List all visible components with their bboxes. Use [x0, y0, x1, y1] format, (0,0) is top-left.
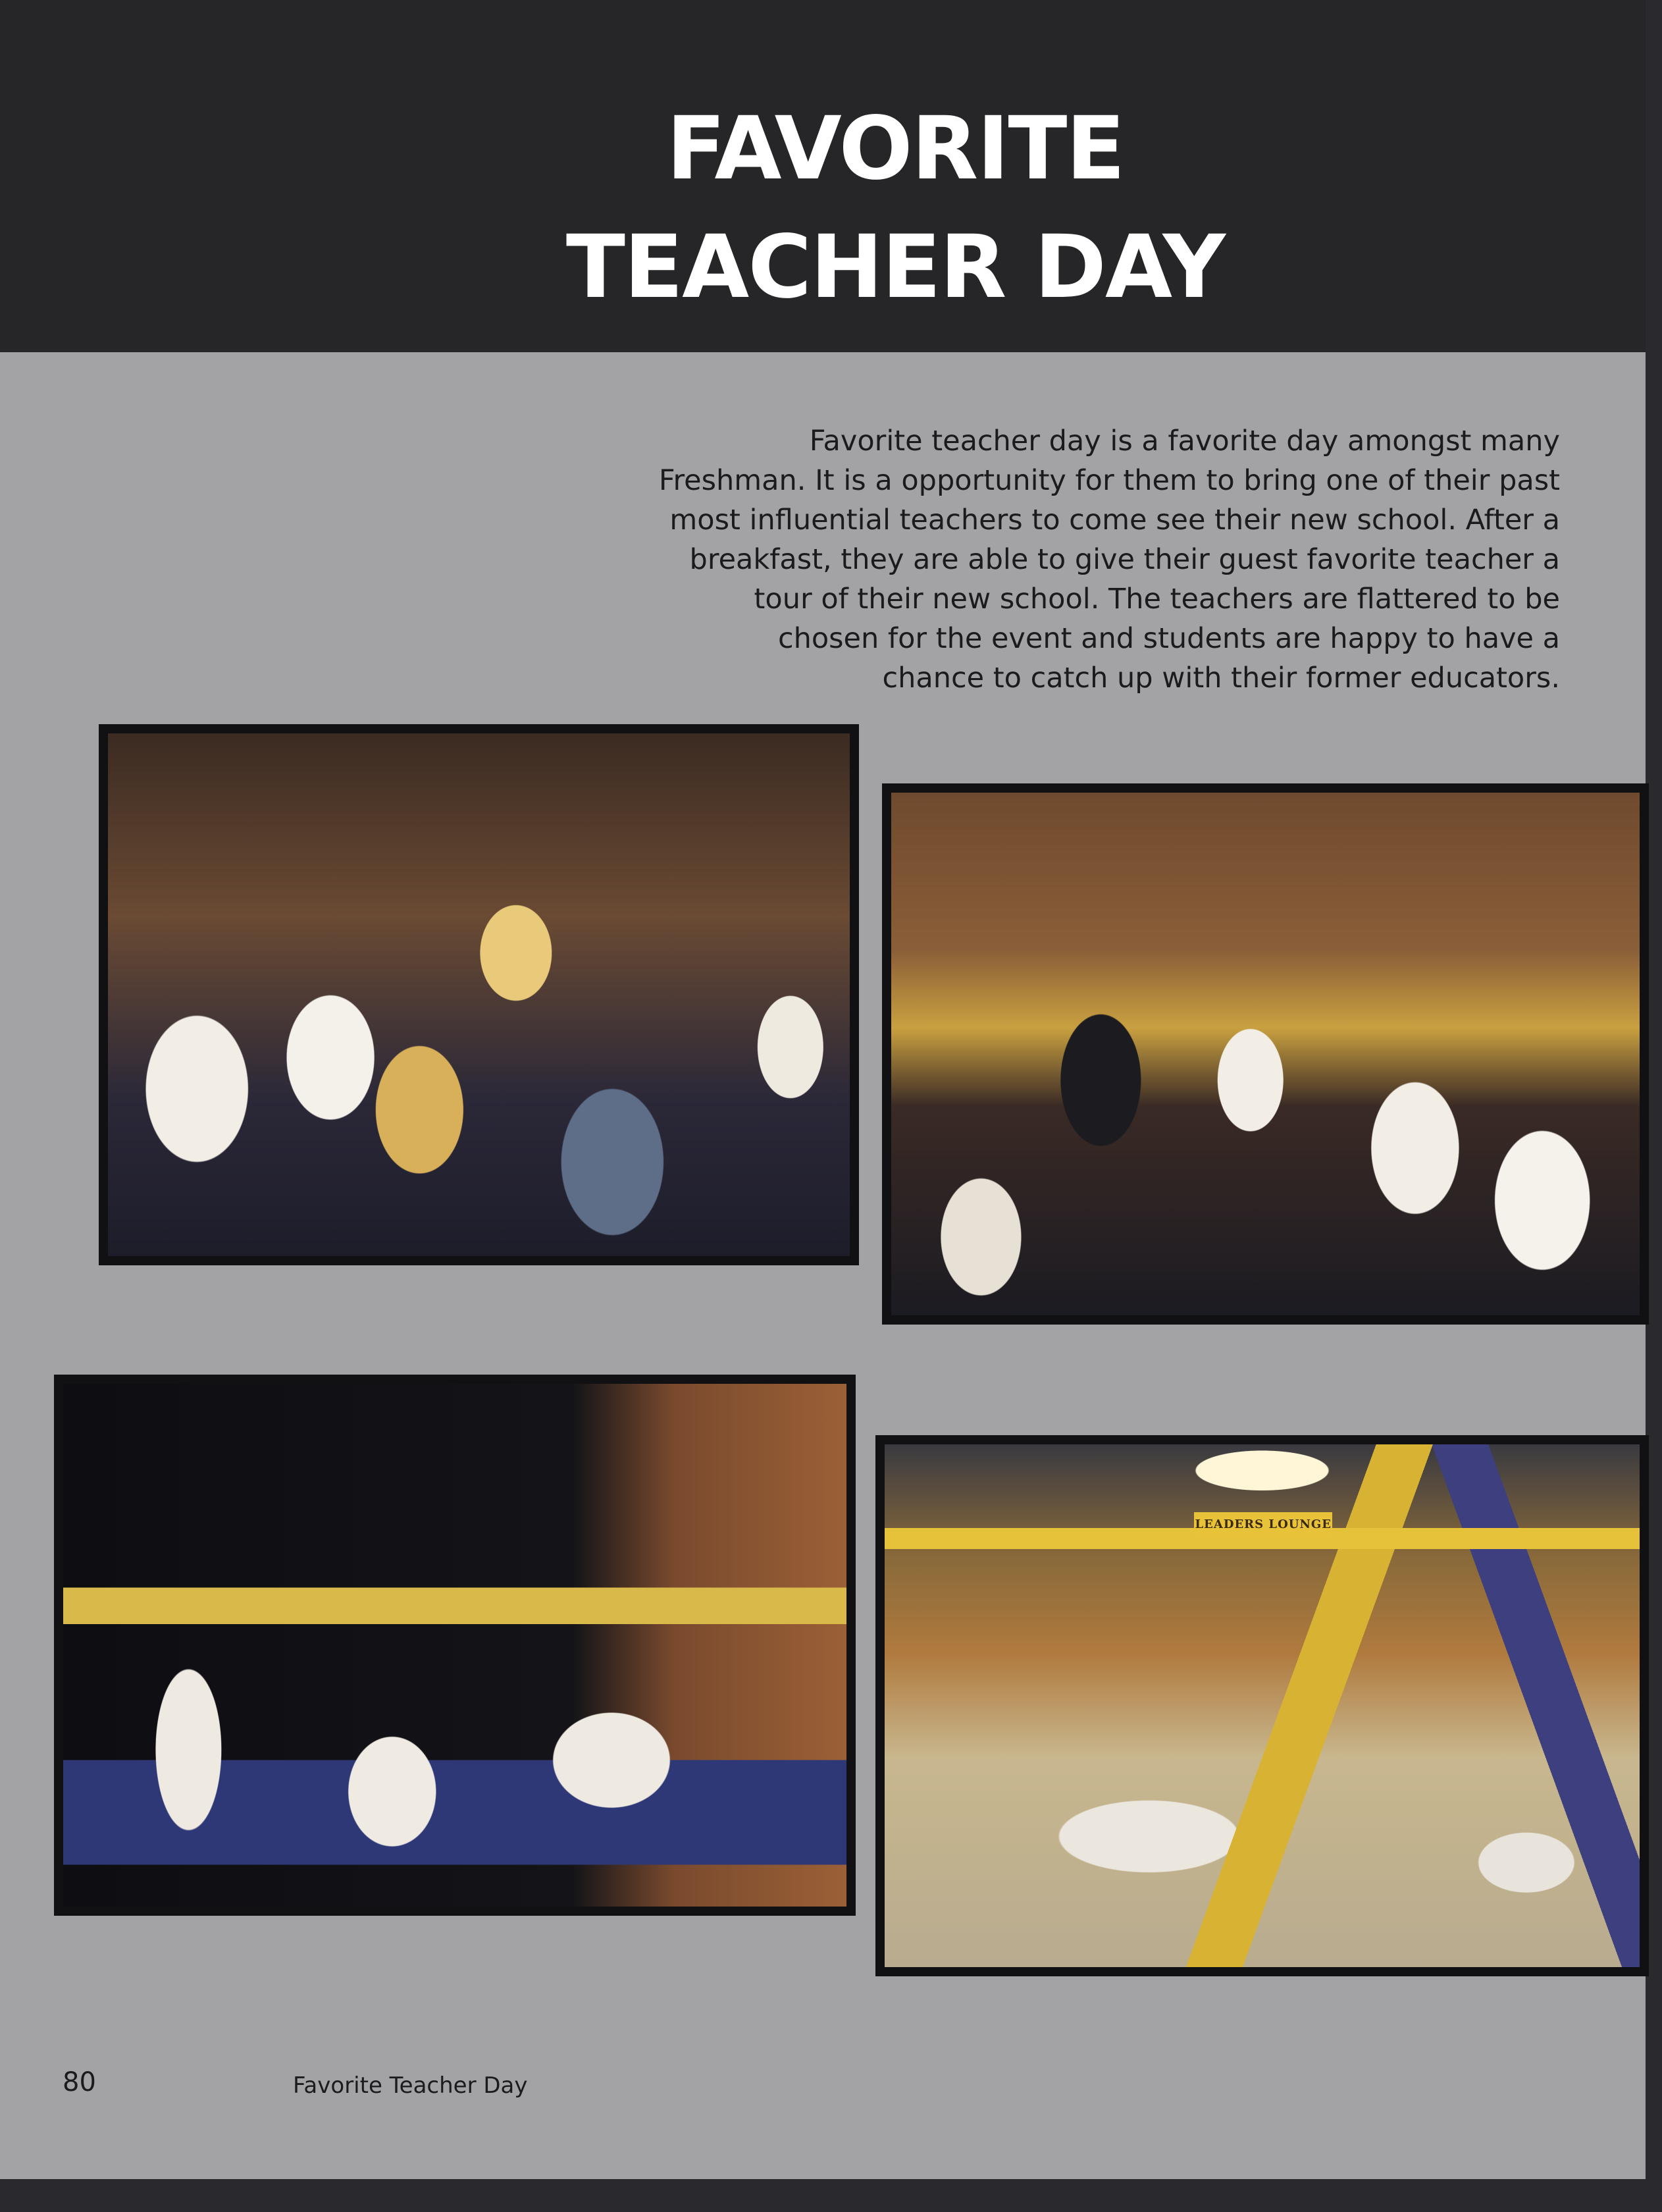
photo-image: [891, 793, 1640, 1315]
photo-image: [63, 1384, 846, 1907]
leaders-lounge-sign: LEADERS LOUNGE: [1194, 1512, 1332, 1537]
photo-image: [885, 1444, 1640, 1967]
intro-line: Freshman. It is a opportunity for them to bring one of their past: [658, 464, 1560, 497]
intro-paragraph: [638, 421, 1560, 698]
intro-line: chance to catch up with their former educators.: [882, 662, 1560, 695]
photo-image: [108, 733, 850, 1256]
page-title-line-2: TEACHER DAY: [565, 217, 1225, 318]
intro-line: chosen for the event and students are happy to have a: [777, 622, 1560, 655]
intro-line: tour of their new school. The teachers are flattered to be: [754, 583, 1560, 616]
footer-section-name: Favorite Teacher Day: [293, 2072, 528, 2099]
page-title-line-1: FAVORITE: [666, 98, 1124, 199]
header-band: [0, 0, 1646, 352]
photo-students-with-teachers-at-table: [99, 724, 859, 1265]
photo-students-seated-near-stage: [54, 1375, 856, 1916]
intro-line: most influential teachers to come see their new school. After a: [669, 504, 1560, 537]
photo-cafeteria-breakfast: [875, 1435, 1649, 1976]
photo-teacher-greeting-students: [882, 783, 1649, 1325]
intro-line: breakfast, they are able to give their guest favorite teacher a: [689, 543, 1560, 576]
page-number: 80: [63, 2067, 96, 2097]
intro-line: Favorite teacher day is a favorite day amongst many: [809, 425, 1560, 458]
